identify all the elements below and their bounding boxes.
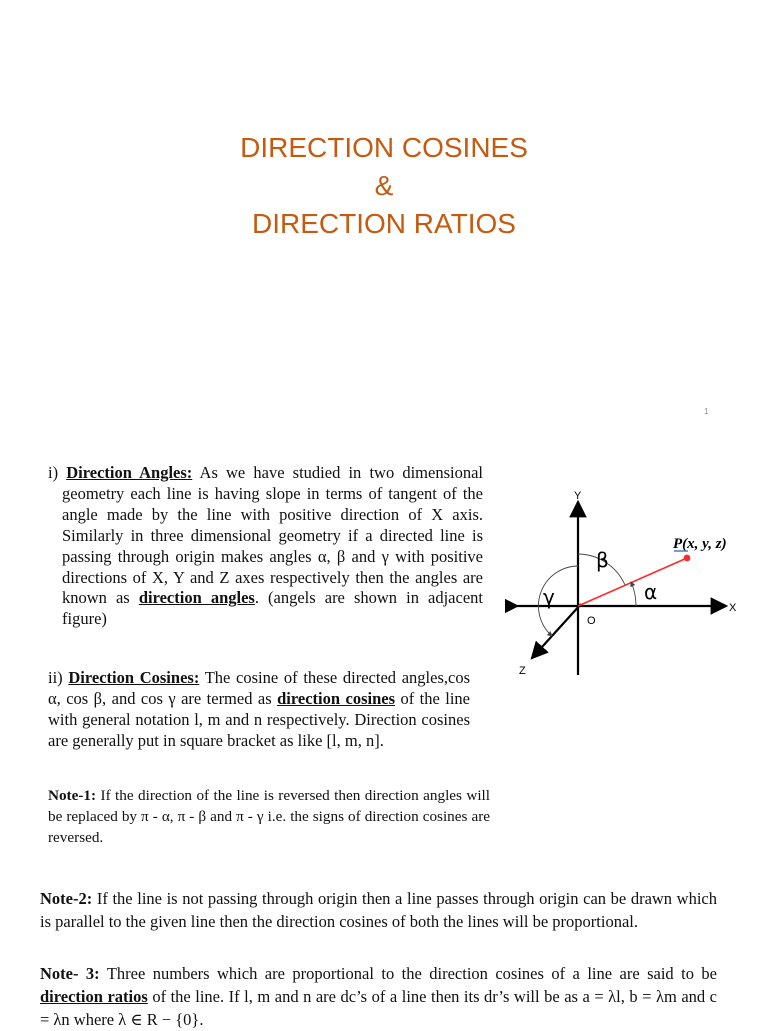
y-axis-label: Y <box>574 490 582 502</box>
section-direction-cosines <box>48 668 470 752</box>
section-ii-heading: Direction Cosines: <box>68 668 200 687</box>
note-1-label: Note-1: <box>48 787 97 804</box>
origin-label: O <box>587 615 596 627</box>
note-1 <box>48 785 490 848</box>
note-2-text: If the line is not passing through origin then a line passes through origin can be drawn which is parallel to the given line then the direction cosines of both the lines will be proportional. <box>40 889 717 931</box>
title-line-3: DIRECTION RATIOS <box>252 208 516 239</box>
direction-line <box>578 558 687 606</box>
point-p-marker <box>684 555 691 562</box>
note-2-label: Note-2: <box>40 889 93 908</box>
point-p-label: P(x, y, z) <box>673 536 727 552</box>
note-3-text1: Three numbers which are proportional to the direction cosines of a line are said to be <box>99 964 717 983</box>
note-3 <box>40 962 717 1031</box>
title-line-2: & <box>374 170 394 201</box>
note-3-label: Note- 3: <box>40 964 100 983</box>
x-axis-label: X <box>729 602 737 614</box>
section-ii-prefix: ii) <box>48 668 69 687</box>
alpha-label: α <box>644 580 658 604</box>
section-ii-term: direction cosines <box>277 688 395 708</box>
direction-angles-figure <box>505 480 755 685</box>
note-3-text2: of the line. If l, m and n are dc’s of a line then its dr’s will be as a = λl, b = λm and c = λn where λ ∈ R − {0}. <box>40 987 717 1029</box>
beta-label: β <box>596 548 609 572</box>
section-i-text1: As we have studied in two dimensional geometry each line is having slope in terms of tangent of the angle made by the line with positive direction of X axis. Similarly in three dimensional geometry if a directed line is passing through origin makes angles α, β and γ with positive directions of X, Y and Z axes respectively then the angles are known as <box>62 463 483 608</box>
gamma-label: γ <box>543 585 555 609</box>
note-2 <box>40 887 717 933</box>
note-1-text: If the direction of the line is reversed then direction angles will be replaced by π - α, π - β and π - γ i.e. the signs of direction cosines are reversed. <box>48 787 490 846</box>
page-number: 1 <box>704 407 709 416</box>
section-i-prefix: i) <box>48 463 67 482</box>
section-i-text2: . (angels are shown in adjacent figure) <box>62 588 483 629</box>
z-axis-label: Z <box>519 665 526 677</box>
note-3-term: direction ratios <box>40 987 148 1006</box>
alpha-arc <box>631 582 636 606</box>
section-ii-text1: The cosine of these directed angles,cos α, cos β, and cos γ are termed as <box>48 668 470 708</box>
section-i-term: direction angles <box>138 588 255 608</box>
title-line-1: DIRECTION COSINES <box>240 132 528 163</box>
section-direction-angles <box>48 463 483 630</box>
section-ii-text2: of the line with general notation l, m and n respectively. Direction cosines are generally put in square bracket as like [l, m, n]. <box>48 688 470 750</box>
section-i-heading: Direction Angles: <box>66 463 193 482</box>
